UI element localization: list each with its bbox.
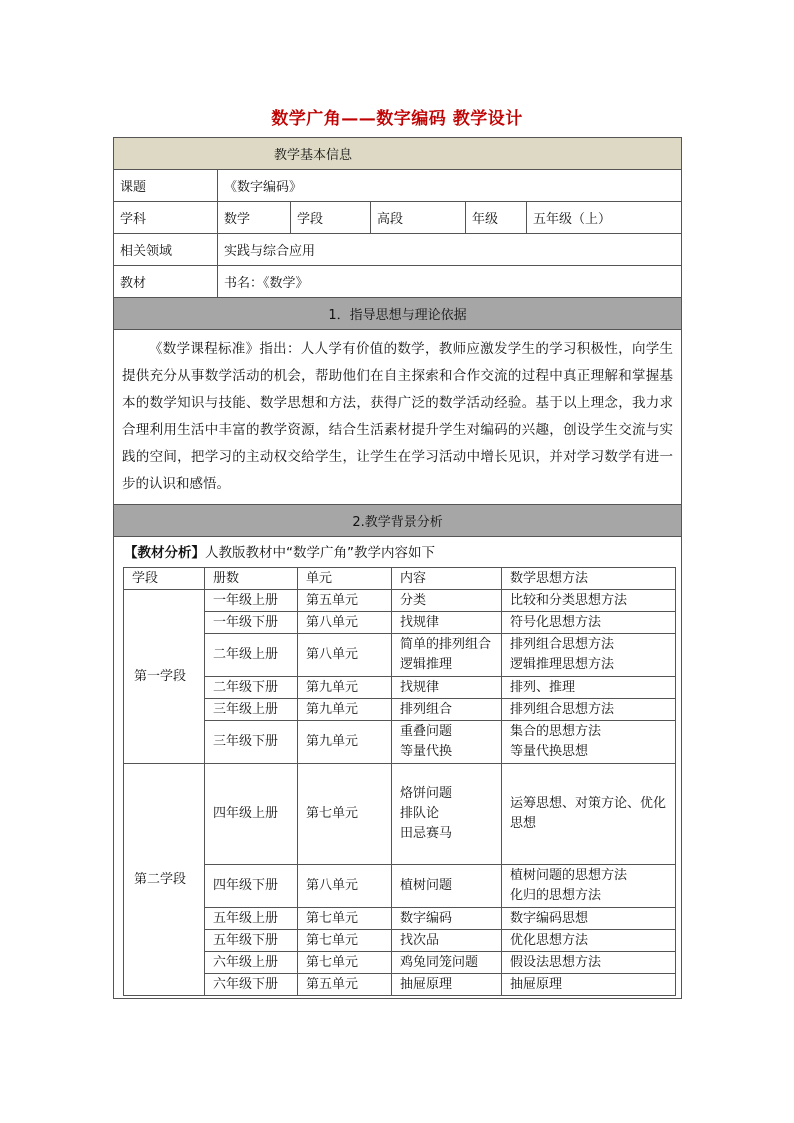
method-line: 抽屉原理 [510, 976, 563, 992]
book-cell: 五年级上册 [205, 908, 298, 930]
column-header: 单元 [298, 568, 392, 590]
method-line: 符号化思想方法 [510, 614, 602, 630]
subject-label: 学科 [114, 202, 218, 234]
unit-cell: 第八单元 [298, 612, 392, 634]
unit-cell: 第七单元 [298, 952, 392, 974]
section1-body-row [114, 330, 682, 505]
table-row [124, 634, 676, 677]
content-cell [392, 865, 502, 908]
book-cell: 三年级下册 [205, 721, 298, 764]
book-cell: 一年级下册 [205, 612, 298, 634]
content-line: 抽屉原理 [400, 976, 453, 992]
table-row [124, 865, 676, 908]
document-title: 数学广角——数字编码 教学设计 [271, 109, 523, 129]
textbook-row [114, 266, 682, 298]
method-line: 数字编码思想 [510, 910, 589, 926]
column-header: 数学思想方法 [502, 568, 676, 590]
math-corner-table [123, 567, 676, 996]
content-line: 数字编码 [400, 910, 453, 926]
table-row [124, 930, 676, 952]
method-cell [502, 721, 676, 764]
content-cell [392, 974, 502, 996]
method-cell [502, 699, 676, 721]
method-line: 逻辑推理思想方法 [510, 657, 615, 672]
section1-header: 1．指导思想与理论依据 [114, 298, 682, 330]
stage-cell: 第一学段 [124, 590, 205, 764]
section2-body [114, 537, 682, 999]
stage-cell: 第二学段 [124, 764, 205, 996]
content-line: 排列组合 [400, 701, 453, 717]
textbook-label: 教材 [114, 266, 218, 298]
method-cell [502, 952, 676, 974]
table-row [124, 677, 676, 699]
intro-bold-label: 【教材分析】 [124, 545, 205, 561]
content-line: 找次品 [400, 932, 440, 948]
method-line: 比较和分类思想方法 [510, 592, 628, 608]
field-row [114, 234, 682, 266]
method-line: 优化思想方法 [510, 932, 589, 948]
method-cell [502, 590, 676, 612]
table-row [124, 764, 676, 865]
method-line: 等量代换思想 [510, 744, 589, 759]
lesson-plan-table [113, 137, 682, 999]
column-header: 册数 [205, 568, 298, 590]
content-cell [392, 634, 502, 677]
book-cell: 四年级下册 [205, 865, 298, 908]
column-header: 内容 [392, 568, 502, 590]
unit-cell: 第七单元 [298, 908, 392, 930]
section2-header: 2.教学背景分析 [114, 505, 682, 537]
column-header-row [124, 568, 676, 590]
book-cell: 六年级下册 [205, 974, 298, 996]
unit-cell: 第八单元 [298, 865, 392, 908]
content-cell [392, 908, 502, 930]
section2-header-row [114, 505, 682, 537]
content-cell [392, 677, 502, 699]
content-cell [392, 721, 502, 764]
content-line: 分类 [400, 592, 427, 608]
subject-row [114, 202, 682, 234]
grade-value: 五年级（上） [527, 202, 682, 234]
content-line: 逻辑推理 [400, 657, 453, 672]
unit-cell: 第九单元 [298, 699, 392, 721]
unit-cell: 第八单元 [298, 634, 392, 677]
section2-body-row [114, 537, 682, 999]
content-line: 鸡兔同笼问题 [400, 954, 479, 970]
unit-cell: 第九单元 [298, 721, 392, 764]
section1-header-row [114, 298, 682, 330]
method-cell [502, 764, 676, 865]
content-line: 排队论 [400, 806, 440, 821]
book-cell: 四年级上册 [205, 764, 298, 865]
field-label: 相关领域 [114, 234, 218, 266]
field-value: 实践与综合应用 [218, 234, 682, 266]
book-cell: 二年级下册 [205, 677, 298, 699]
unit-cell: 第五单元 [298, 590, 392, 612]
method-cell [502, 865, 676, 908]
unit-cell: 第五单元 [298, 974, 392, 996]
textbook-value: 书名：《数学》 [218, 266, 682, 298]
content-cell [392, 952, 502, 974]
method-line: 运筹思想、对策方论、优化思想 [510, 796, 667, 831]
table-row [124, 908, 676, 930]
table-row [124, 974, 676, 996]
method-line: 排列组合思想方法 [510, 637, 615, 652]
column-header: 学段 [124, 568, 205, 590]
subject-value: 数学 [218, 202, 291, 234]
content-line: 等量代换 [400, 744, 453, 759]
table-row [124, 590, 676, 612]
method-cell [502, 908, 676, 930]
method-line: 集合的思想方法 [510, 724, 602, 739]
method-cell [502, 634, 676, 677]
unit-cell: 第七单元 [298, 930, 392, 952]
method-cell [502, 930, 676, 952]
content-line: 找规律 [400, 614, 440, 630]
section1-paragraph: 《数学课程标准》指出：人人学有价值的数学，教师应激发学生的学习积极性，向学生提供充分从事数学活动的机会，帮助他们在自主探索和合作交流的过程中真正理解和掌握基本的数学知识与技能、数学思想和方法，获得广泛的数学活动经验。基于以上理念，我力求合理利用生活中丰富的教学资源，结合生活素材提升学生对编码的兴趣，创设学生交流与实践的空间，把学习的主动权交给学生，让学生在学习活动中增长见识，并对学习数学有进一步的认识和感悟。 [114, 330, 682, 505]
content-cell [392, 764, 502, 865]
method-line: 假设法思想方法 [510, 954, 602, 970]
unit-cell: 第九单元 [298, 677, 392, 699]
method-line: 植树问题的思想方法 [510, 868, 628, 883]
book-cell: 六年级上册 [205, 952, 298, 974]
unit-cell: 第七单元 [298, 764, 392, 865]
content-line: 植树问题 [400, 878, 453, 893]
book-cell: 二年级上册 [205, 634, 298, 677]
topic-label: 课题 [114, 170, 218, 202]
content-cell [392, 930, 502, 952]
method-cell [502, 974, 676, 996]
period-value: 高段 [371, 202, 466, 234]
content-line: 找规律 [400, 679, 440, 695]
content-cell [392, 612, 502, 634]
topic-row [114, 170, 682, 202]
table-row [124, 699, 676, 721]
period-label: 学段 [291, 202, 371, 234]
book-cell: 三年级上册 [205, 699, 298, 721]
content-cell [392, 699, 502, 721]
method-cell [502, 612, 676, 634]
content-line: 简单的排列组合 [400, 637, 492, 652]
basic-info-header: 教学基本信息 [114, 138, 682, 170]
content-line: 重叠问题 [400, 724, 453, 739]
book-cell: 五年级下册 [205, 930, 298, 952]
table-row [124, 612, 676, 634]
table-row [124, 952, 676, 974]
basic-info-header-row [114, 138, 682, 170]
grade-label: 年级 [466, 202, 527, 234]
content-line: 田忌赛马 [400, 826, 453, 841]
method-line: 化归的思想方法 [510, 888, 602, 903]
method-line: 排列组合思想方法 [510, 701, 615, 717]
topic-value: 《数字编码》 [218, 170, 682, 202]
content-cell [392, 590, 502, 612]
table-row [124, 721, 676, 764]
textbook-analysis-intro [124, 541, 675, 565]
method-line: 排列、推理 [510, 679, 576, 695]
content-line: 烙饼问题 [400, 786, 453, 801]
book-cell: 一年级上册 [205, 590, 298, 612]
intro-text: 人教版教材中“数学广角”教学内容如下 [205, 545, 435, 561]
method-cell [502, 677, 676, 699]
